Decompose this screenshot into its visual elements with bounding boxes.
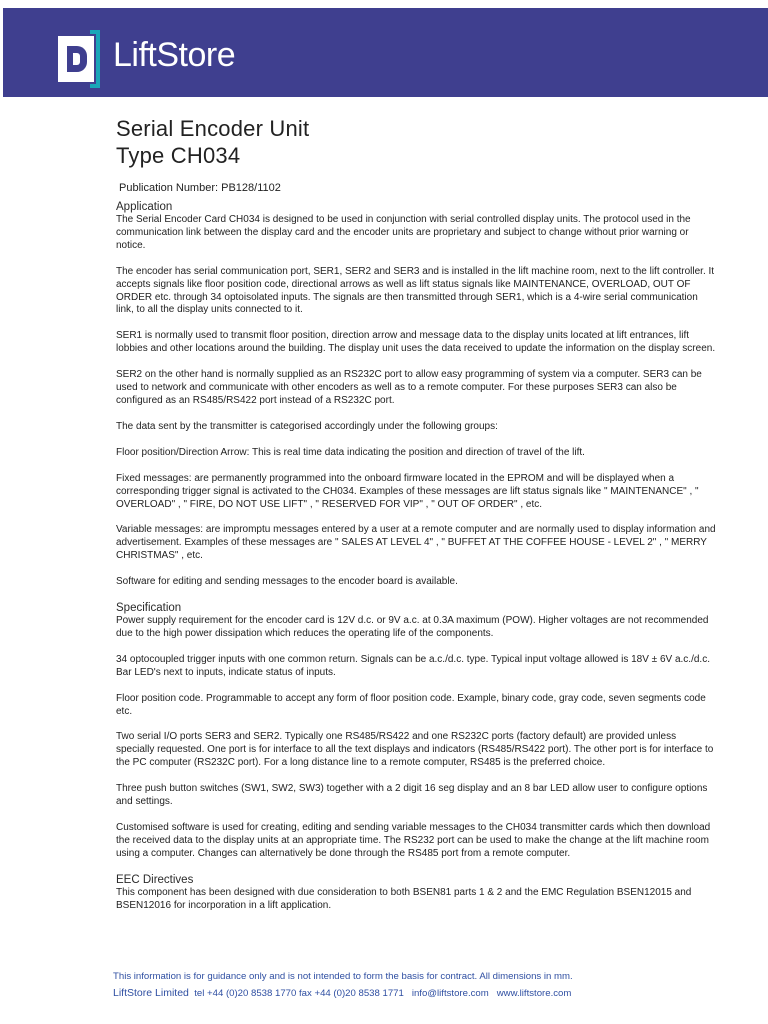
section-heading-application: Application	[116, 201, 173, 213]
header-band	[3, 8, 768, 97]
paragraph: Floor position/Direction Arrow: This is real time data indicating the position and direction of travel of the lift.	[116, 446, 585, 458]
footer-contact-details: tel +44 (0)20 8538 1770 fax +44 (0)20 8538 1771 info@liftstore.com www.liftstore.com	[188, 988, 572, 999]
page-title: Serial Encoder Unit	[116, 116, 310, 141]
paragraph: Power supply requirement for the encoder card is 12V d.c. or 9V a.c. at 0.3A maximum (POW). Higher voltages are not recommended due to the high power dissipation which reduces the operating life of the components.	[116, 615, 709, 639]
section-heading-eec: EEC Directives	[116, 873, 194, 886]
paragraph: Software for editing and sending messages to the encoder board is available.	[116, 576, 458, 588]
paragraph: Customised software is used for creating, editing and sending variable messages to the CH034 transmitter cards which then download the received data to the display units at an appropriate time. The RS232 port can be used to make the change at the lift machine room using a computer. Changes can alternatively be done through the RS485 port from a remote computer.	[116, 822, 711, 859]
page-subtitle: Type CH034	[116, 143, 241, 168]
paragraph: SER2 on the other hand is normally supplied as an RS232C port to allow easy programming of system via a computer. SER3 can be used to network and communicate with other encoders as well as to a remote computer. For these purposes SER3 can also be configured as an RS485/RS422 port instead of a RS232C port.	[116, 369, 702, 406]
document-body	[116, 201, 716, 913]
paragraph: SER1 is normally used to transmit floor position, direction arrow and message data to the display units located at lift entrances, lift lobbies and other locations around the building. The display unit uses the data received to update the information on the display screen.	[116, 330, 716, 355]
paragraph: 34 optocoupled trigger inputs with one common return. Signals can be a.c./d.c. type. Typical input voltage allowed is 18V ± 6V a.c./d.c. Bar LED's next to inputs, indicate status of inputs.	[116, 653, 710, 678]
paragraph: The encoder has serial communication port, SER1, SER2 and SER3 and is installed in the lift machine room, next to the lift controller. It accepts signals like floor position code, directional arrows as well as lift status signals like MAINTENANCE, OVERLOAD, OUT OF ORDER etc. through 34 optoisolated inputs. The signals are then transmitted through SER1, which is a 4-wire serial communication link, to all the display units connected to it.	[116, 265, 715, 316]
paragraph: The data sent by the transmitter is categorised accordingly under the following groups:	[116, 420, 498, 432]
paragraph: Fixed messages: are permanently programmed into the onboard firmware located in the EPROM and will be displayed when a corresponding trigger signal is activated to the CH034. Examples of these messages are lift status signals like " MAINTENANCE" , " OVERLOAD" , " FIRE, DO NOT USE LIFT" , " RESERVED FOR VIP" , " OUT OF ORDER" , etc.	[116, 472, 699, 510]
footer-disclaimer: This information is for guidance only and is not intended to form the basis for contract. All dimensions in mm.	[113, 971, 573, 982]
publication-number: Publication Number: PB128/1102	[119, 182, 281, 194]
paragraph: Floor position code. Programmable to accept any form of floor position code. Example, binary code, gray code, seven segments code etc.	[116, 692, 706, 717]
paragraph: Variable messages: are impromptu messages entered by a user at a remote computer and are normally used to display information and advertisement. Examples of these messages are " SALES AT LEVEL 4" , " BUFFET AT THE COFFEE HOUSE - LEVEL 2" , " MERRY CHRISTMAS" , etc.	[116, 524, 716, 562]
liftstore-logo-icon	[58, 30, 106, 88]
paragraph: Two serial I/O ports SER3 and SER2. Typically one RS485/RS422 and one RS232C ports (factory default) are provided unless specially requested. One port is for interface to all the text displays and indicators (RS485/RS422 port). The other port is for interface to the PC computer (RS232C port). For a long distance line to a remote computer, RS485 is the preferred choice.	[116, 731, 714, 769]
footer-company: LiftStore Limited	[113, 987, 189, 999]
paragraph: Three push button switches (SW1, SW2, SW3) together with a 2 digit 16 seg display and an 8 bar LED allow user to configure options and settings.	[116, 783, 708, 808]
brand-name: LiftStore	[113, 36, 236, 74]
section-heading-specification: Specification	[116, 602, 182, 615]
paragraph: This component has been designed with due consideration to both BSEN81 parts 1 & 2 and the EMC Regulation BSEN12015 and BSEN12016 for incorporation in a lift application.	[116, 886, 692, 911]
paragraph: The Serial Encoder Card CH034 is designed to be used in conjunction with serial controlled display units. The protocol used in the communication link between the display card and the encoder units are proprietary and subject to change without prior warning or notice.	[116, 214, 691, 251]
footer-contact	[113, 987, 571, 999]
